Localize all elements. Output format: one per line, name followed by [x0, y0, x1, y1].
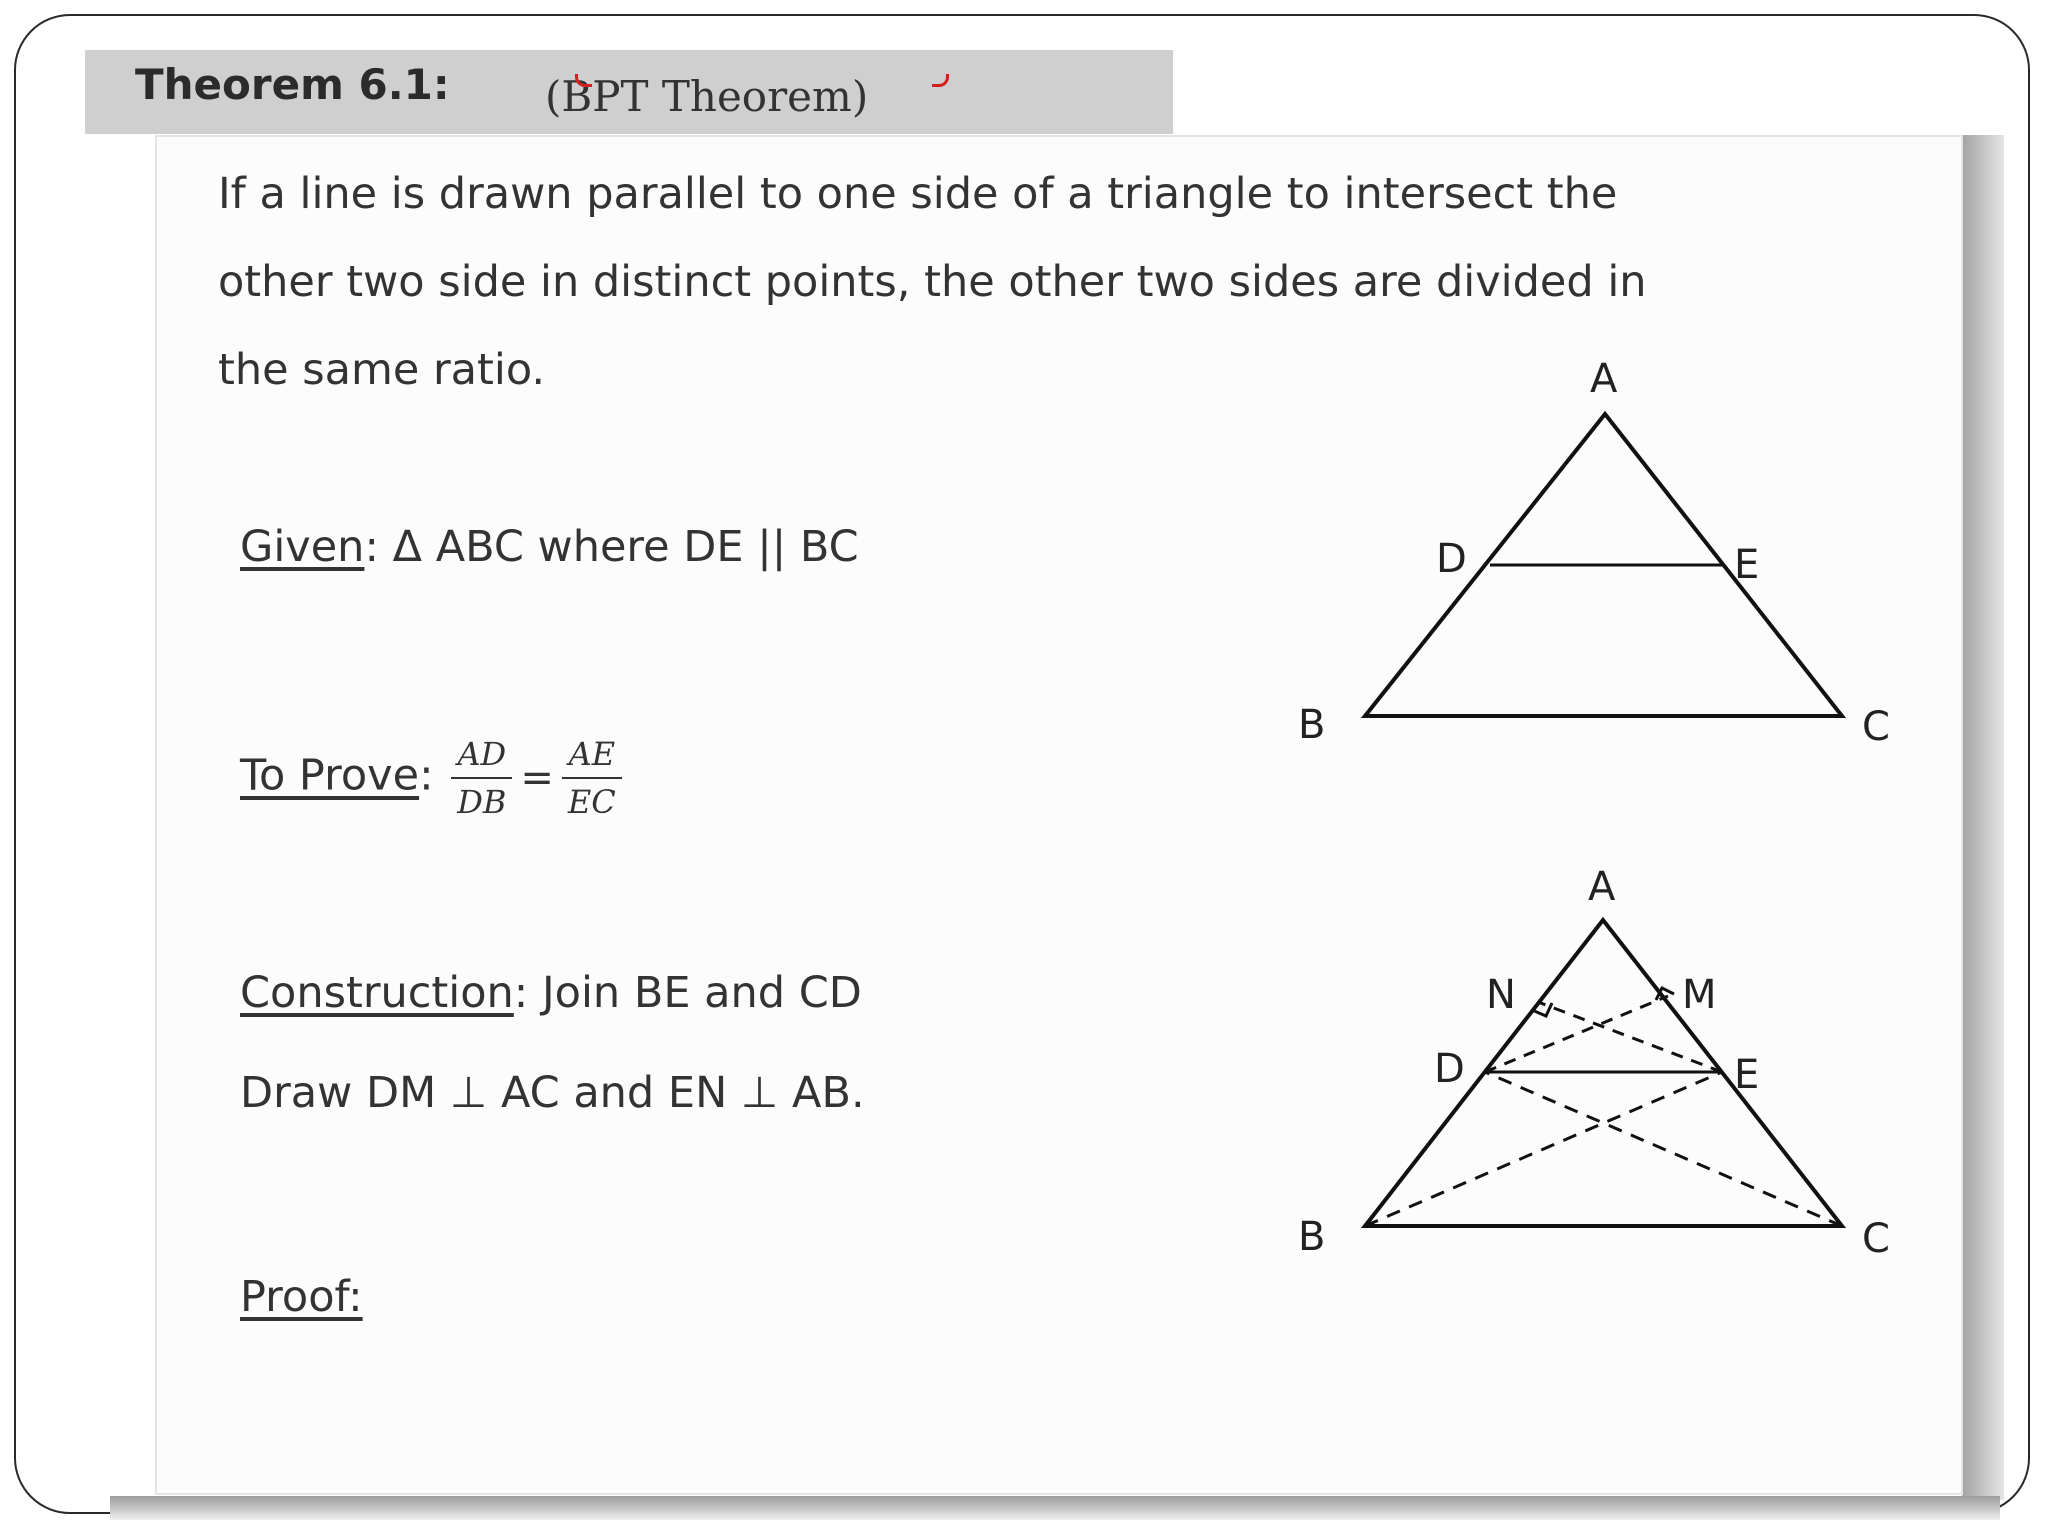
segment-be-dashed [1365, 1072, 1722, 1226]
vertex-label-a: A [1590, 356, 1618, 402]
point-label-m: M [1682, 972, 1717, 1018]
construction-line [240, 968, 862, 1018]
panel-shadow-bottom [110, 1496, 2000, 1520]
triangle-diagram-1-svg [1270, 350, 1930, 760]
ratio-ae-ec [562, 735, 622, 821]
triangle-diagram-2 [1270, 860, 1930, 1270]
vertex-label-a: A [1588, 864, 1616, 910]
vertex-label-b: B [1298, 1214, 1326, 1260]
ratio-ad-db [451, 735, 512, 821]
vertex-label-c: C [1862, 1216, 1890, 1262]
construction-text: Join BE and CD [528, 968, 862, 1018]
theorem-label: Theorem 6.1: [135, 60, 450, 109]
statement-line: the same ratio. [218, 345, 546, 395]
point-label-e: E [1734, 542, 1760, 588]
given-label: Given [240, 522, 365, 572]
triangle-diagram-1 [1270, 350, 1930, 760]
proof-label: Proof: [240, 1272, 363, 1322]
construction-separator: : [513, 968, 529, 1018]
given-separator: : [364, 522, 379, 572]
given-line [240, 522, 859, 572]
to-prove-label: To Prove [240, 750, 420, 801]
header-band [85, 50, 1173, 134]
segment-cd-dashed [1485, 1072, 1842, 1226]
point-label-d: D [1436, 536, 1467, 582]
vertex-label-c: C [1862, 704, 1890, 750]
theorem-name: (BPT Theorem) [545, 72, 869, 121]
ratio-numerator: AD [451, 735, 512, 779]
point-label-e: E [1734, 1052, 1760, 1098]
statement-line: If a line is drawn parallel to one side of a triangle to intersect the [218, 169, 1618, 219]
equals-sign: = [520, 755, 554, 801]
point-label-d: D [1434, 1046, 1465, 1092]
construction-line-2: Draw DM ⊥ AC and EN ⊥ AB. [240, 1068, 865, 1118]
ratio-denominator: EC [567, 783, 616, 821]
panel-shadow-right [1962, 135, 2004, 1500]
construction-label: Construction [240, 968, 514, 1018]
vertex-label-b: B [1298, 702, 1326, 748]
to-prove-line [240, 735, 626, 821]
to-prove-separator: : [419, 750, 434, 801]
ratio-denominator: DB [457, 783, 507, 821]
statement-line: other two side in distinct points, the other two sides are divided in [218, 257, 1647, 307]
triangle-diagram-2-svg [1270, 860, 1930, 1270]
proof-line [240, 1272, 363, 1322]
point-label-n: N [1486, 972, 1516, 1018]
given-text: Δ ABC where DE || BC [378, 522, 859, 572]
ratio-numerator: AE [562, 735, 622, 779]
